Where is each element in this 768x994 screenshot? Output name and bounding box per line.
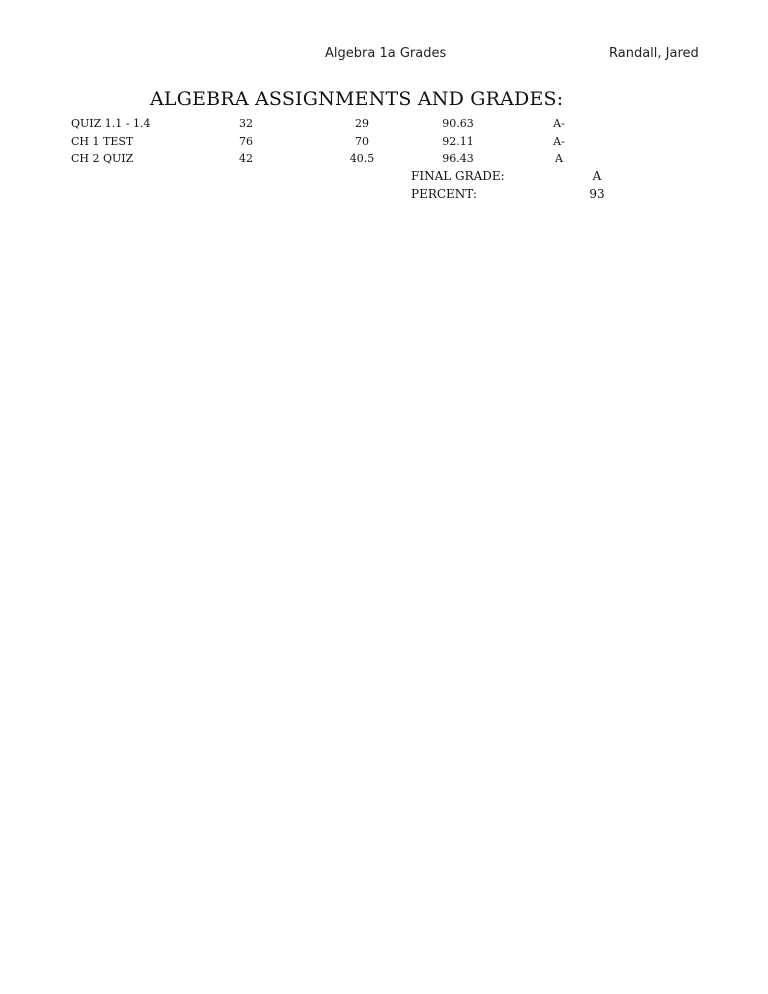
points-possible: 76: [239, 135, 253, 148]
page-title: ALGEBRA ASSIGNMENTS AND GRADES:: [150, 88, 564, 110]
points-earned: 29: [355, 117, 369, 130]
percent-value: 93: [589, 187, 605, 201]
points-possible: 32: [239, 117, 253, 130]
assignment-name: CH 2 QUIZ: [71, 152, 134, 165]
points-possible: 42: [239, 152, 253, 165]
document-header-title: Algebra 1a Grades: [325, 46, 447, 61]
assignment-grade: A-: [553, 117, 565, 130]
assignment-percent: 92.11: [442, 135, 474, 148]
final-grade-value: A: [592, 169, 602, 183]
points-earned: 70: [355, 135, 369, 148]
assignment-grade: A: [555, 152, 563, 165]
percent-label: PERCENT:: [411, 187, 477, 201]
points-earned: 40.5: [349, 152, 375, 165]
final-grade-label: FINAL GRADE:: [411, 169, 505, 183]
assignment-name: QUIZ 1.1 - 1.4: [71, 117, 151, 130]
assignment-percent: 96.43: [442, 152, 474, 165]
assignment-grade: A-: [553, 135, 565, 148]
assignment-name: CH 1 TEST: [71, 135, 134, 148]
assignment-percent: 90.63: [442, 117, 474, 130]
student-name: Randall, Jared: [609, 46, 699, 61]
